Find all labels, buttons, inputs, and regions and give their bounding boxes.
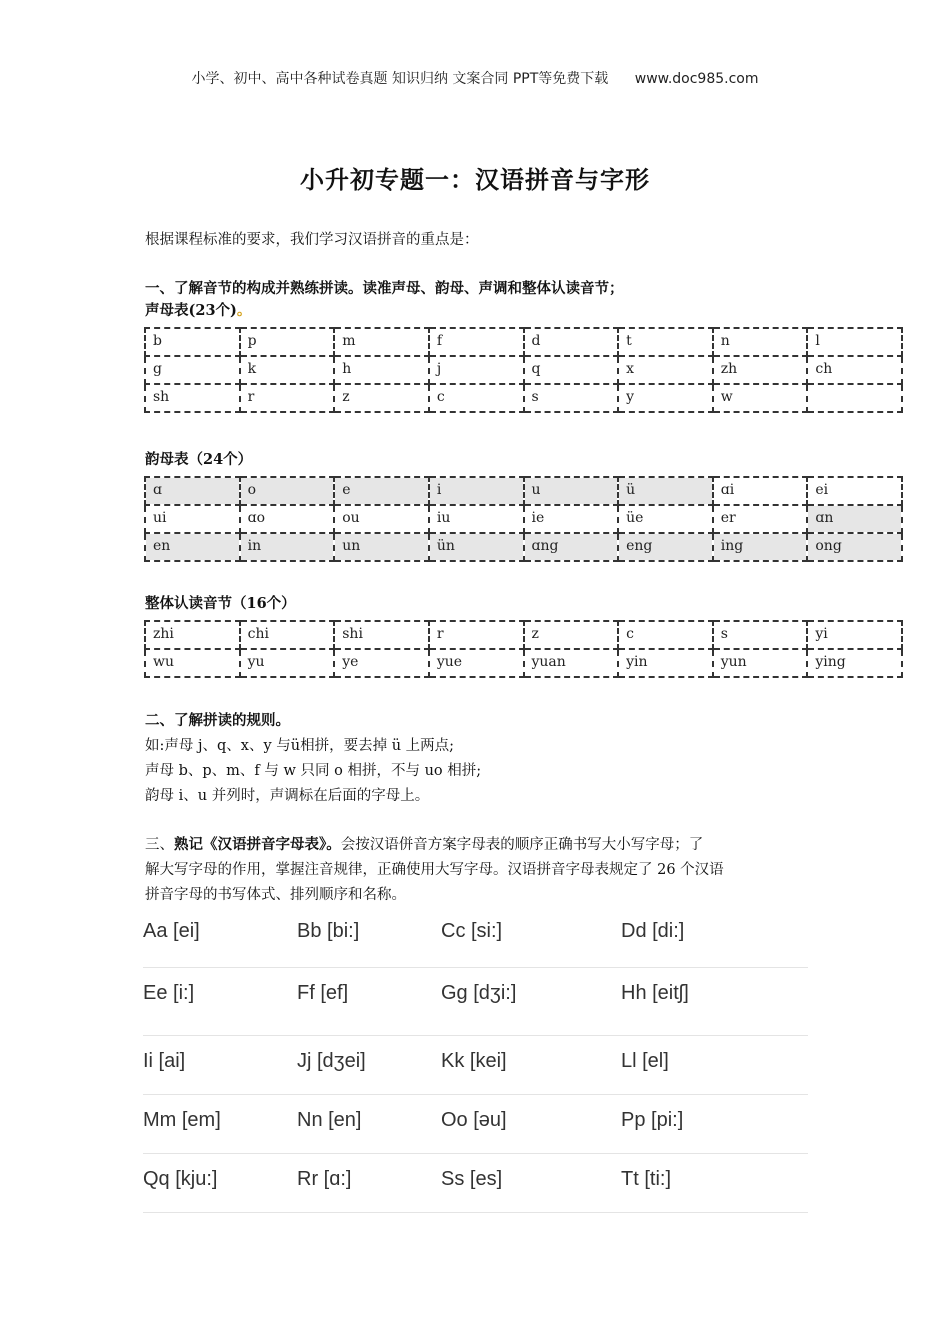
table-cell: c <box>618 621 713 649</box>
table-row <box>145 328 902 356</box>
alphabet-entry: Ll [el] <box>621 1050 669 1072</box>
section2-line: 如:声母 j、q、x、y 与ü相拼，要去掉 ü 上两点; <box>145 738 455 754</box>
table-cell: ɑng <box>524 533 619 561</box>
alphabet-table <box>143 920 808 1213</box>
header-text: 小学、初中、高中各种试卷真题 知识归纳 文案合同 PPT等免费下载 <box>191 71 609 87</box>
intro-text: 根据课程标准的要求，我们学习汉语拼音的重点是： <box>145 232 479 248</box>
section3-heading: 熟记《汉语拼音字母表》。 <box>174 836 341 853</box>
table-row <box>145 621 902 649</box>
table-cell: t <box>618 328 713 356</box>
table-cell: c <box>429 384 524 412</box>
table-cell: ing <box>713 533 808 561</box>
table-cell: k <box>240 356 335 384</box>
finals-table <box>144 476 903 562</box>
table-cell: ɑo <box>240 505 335 533</box>
table-row <box>145 649 902 677</box>
table-cell: d <box>524 328 619 356</box>
alphabet-entry: Hh [eitʃ] <box>621 982 689 1004</box>
table-cell: yue <box>429 649 524 677</box>
alphabet-entry: Ii [ai] <box>143 1050 186 1072</box>
table-cell: m <box>334 328 429 356</box>
alphabet-entry: Gg [dʒi:] <box>441 982 517 1004</box>
alphabet-entry: Ss [es] <box>441 1168 503 1190</box>
alphabet-entry: Ee [i:] <box>143 982 195 1004</box>
table-cell: ye <box>334 649 429 677</box>
table-cell: ying <box>807 649 902 677</box>
table-cell: ei <box>807 477 902 505</box>
table-cell: l <box>807 328 902 356</box>
table-cell: ong <box>807 533 902 561</box>
table-cell: ie <box>524 505 619 533</box>
table-cell: z <box>524 621 619 649</box>
table-row <box>145 356 902 384</box>
table-cell: iu <box>429 505 524 533</box>
alphabet-entry: Tt [ti:] <box>621 1168 671 1190</box>
table-cell: x <box>618 356 713 384</box>
table-cell: in <box>240 533 335 561</box>
table-cell: yun <box>713 649 808 677</box>
table-cell: üe <box>618 505 713 533</box>
table-cell: q <box>524 356 619 384</box>
table-cell: en <box>145 533 240 561</box>
table-cell: h <box>334 356 429 384</box>
table-cell: zhi <box>145 621 240 649</box>
table-cell: ch <box>807 356 902 384</box>
section1-heading: 一、了解音节的构成并熟练拼读。读准声母、韵母、声调和整体认读音节； <box>145 280 624 297</box>
initials-label-mark: 。 <box>236 302 252 319</box>
alphabet-entry: Oo [əu] <box>441 1109 507 1131</box>
table-cell: yi <box>807 621 902 649</box>
finals-label: 韵母表（24个） <box>145 451 253 468</box>
alphabet-entry: Pp [pi:] <box>621 1109 684 1131</box>
section3-prefix: 三、 <box>145 837 174 853</box>
alphabet-entry: Qq [kju:] <box>143 1168 218 1190</box>
page-header <box>0 68 950 88</box>
syllables-label: 整体认读音节（16个） <box>145 595 296 612</box>
table-cell: ɑn <box>807 505 902 533</box>
alphabet-entry: Aa [ei] <box>143 920 200 942</box>
section3-line: 拼音字母的书写体式、排列顺序和名称。 <box>145 887 406 903</box>
table-cell: b <box>145 328 240 356</box>
alphabet-row <box>143 1154 808 1213</box>
table-cell: ɑi <box>713 477 808 505</box>
table-cell: yu <box>240 649 335 677</box>
alphabet-entry: Jj [dʒei] <box>297 1050 366 1072</box>
table-cell: r <box>429 621 524 649</box>
initials-table <box>144 327 903 413</box>
alphabet-entry: Ff [ef] <box>297 982 349 1004</box>
table-cell: yuan <box>524 649 619 677</box>
table-cell: z <box>334 384 429 412</box>
table-cell: r <box>240 384 335 412</box>
alphabet-row <box>143 1095 808 1154</box>
section2-line: 韵母 i、u 并列时，声调标在后面的字母上。 <box>145 788 430 804</box>
table-cell: f <box>429 328 524 356</box>
table-cell: s <box>713 621 808 649</box>
section2-heading: 二、了解拼读的规则。 <box>145 712 290 729</box>
table-cell: zh <box>713 356 808 384</box>
table-cell: ou <box>334 505 429 533</box>
table-cell: w <box>713 384 808 412</box>
table-cell: p <box>240 328 335 356</box>
table-cell: s <box>524 384 619 412</box>
table-cell: eng <box>618 533 713 561</box>
table-cell: shi <box>334 621 429 649</box>
alphabet-entry: Bb [bi:] <box>297 920 360 942</box>
table-cell: er <box>713 505 808 533</box>
alphabet-entry: Nn [en] <box>297 1109 362 1131</box>
alphabet-row <box>143 968 808 1036</box>
table-cell: sh <box>145 384 240 412</box>
table-cell: u <box>524 477 619 505</box>
table-row <box>145 533 902 561</box>
table-cell: un <box>334 533 429 561</box>
table-cell: o <box>240 477 335 505</box>
table-cell: ün <box>429 533 524 561</box>
initials-label-text: 声母表(23个) <box>145 302 237 319</box>
alphabet-row <box>143 1036 808 1095</box>
alphabet-row <box>143 920 808 968</box>
alphabet-entry: Rr [ɑ:] <box>297 1168 352 1190</box>
alphabet-entry: Cc [si:] <box>441 920 503 942</box>
table-cell: ɑ <box>145 477 240 505</box>
table-cell: i <box>429 477 524 505</box>
table-row <box>145 505 902 533</box>
initials-label <box>145 301 251 321</box>
table-cell: y <box>618 384 713 412</box>
header-url[interactable]: www.doc985.com <box>634 71 759 87</box>
alphabet-entry: Mm [em] <box>143 1109 221 1131</box>
section3-line: 解大写字母的作用，掌握注音规律，正确使用大写字母。汉语拼音字母表规定了 26 个汉语 <box>145 862 724 878</box>
table-cell: wu <box>145 649 240 677</box>
page-title: 小升初专题一：汉语拼音与字形 <box>300 165 650 194</box>
table-cell <box>807 384 902 412</box>
table-cell: yin <box>618 649 713 677</box>
table-cell: n <box>713 328 808 356</box>
syllables-table <box>144 620 903 678</box>
table-cell: chi <box>240 621 335 649</box>
table-cell: e <box>334 477 429 505</box>
table-cell: ui <box>145 505 240 533</box>
table-row <box>145 384 902 412</box>
section2-line: 声母 b、p、m、f 与 w 只同 o 相拼，不与 uo 相拼; <box>145 763 482 779</box>
alphabet-entry: Dd [di:] <box>621 920 685 942</box>
table-cell: ü <box>618 477 713 505</box>
section3-line: 会按汉语併音方案字母表的顺序正确书写大小写字母；了 <box>340 837 704 853</box>
section3-first-line <box>145 835 703 855</box>
table-row <box>145 477 902 505</box>
alphabet-entry: Kk [kei] <box>441 1050 507 1072</box>
table-cell: g <box>145 356 240 384</box>
table-cell: j <box>429 356 524 384</box>
